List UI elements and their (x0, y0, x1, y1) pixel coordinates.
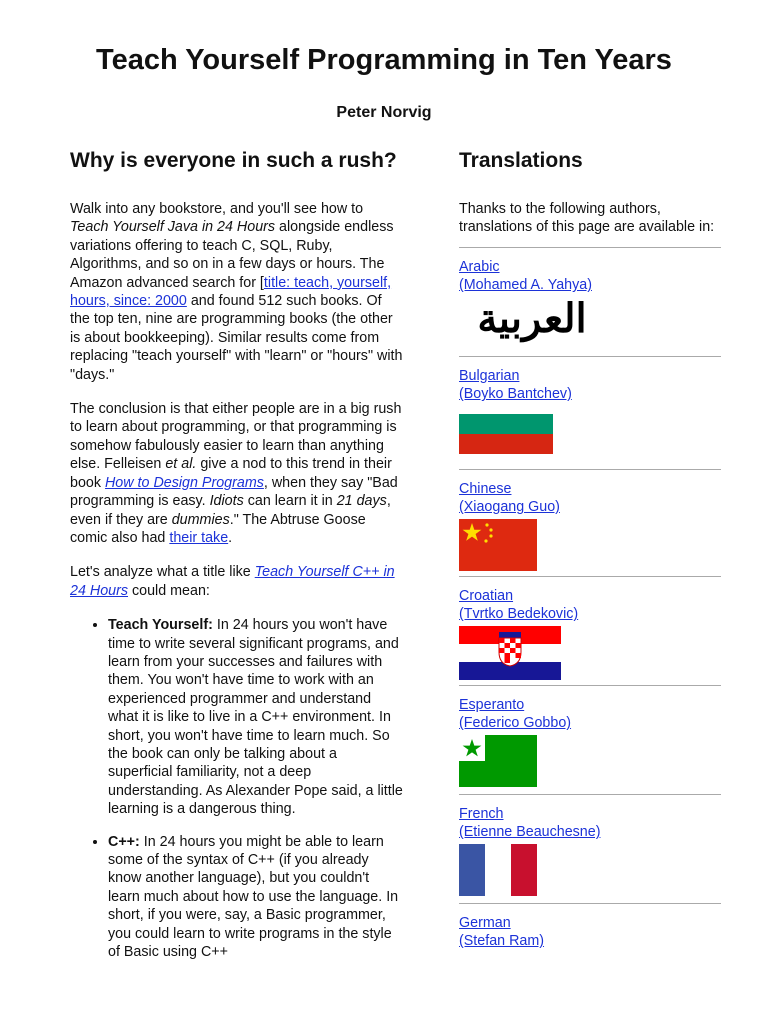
translations-intro: Thanks to the following authors, translations of this page are available in: (459, 201, 715, 236)
translation-german (459, 903, 721, 974)
translator-link-german[interactable]: (Stefan Ram) (459, 933, 545, 950)
bulgaria-flag-icon (459, 414, 553, 454)
abtruse-goose-link[interactable]: their take (169, 529, 229, 546)
translation-link-french[interactable]: French (459, 805, 504, 822)
france-flag-icon (459, 844, 537, 896)
page-title: Teach Yourself Programming in Ten Years (96, 44, 672, 76)
paragraph-bookstore: Walk into any bookstore, and you'll see how to Teach Yourself Java in 24 Hours alongside endless variations offering to teach C, SQL, Ruby, Algorithms, and so on in a few days or hours. The Amazon advanced search for [title: teach, yourself, hours, since: 2000 and found 512 such books. Of the top ten, nine are programming books (the other is about bookkeeping). Similar results come from replacing "teach yourself" with "learn" or "hours" with "days." (70, 201, 403, 383)
translation-link-chinese[interactable]: Chinese (459, 480, 512, 497)
translation-link-croatian[interactable]: Croatian (459, 587, 514, 604)
paragraph-conclusion: The conclusion is that either people are in a big rush to learn about programming, or that programming is somehow fabulously easier to learn than anything else. Felleisen et al. give a nod to this trend in their book How to Design Programs, when they say "Bad programming is easy. Idiots can learn it in 21 days, even if they are dummies." The Abtruse Goose comic also had their take. (70, 401, 402, 546)
esperanto-flag-icon (459, 735, 537, 787)
croatia-flag-icon (459, 626, 561, 680)
section-heading: Why is everyone in such a rush? (70, 149, 397, 172)
translator-link-arabic[interactable]: (Mohamed A. Yahya) (459, 277, 592, 294)
main-column (70, 148, 404, 975)
author-name: Peter Norvig (336, 104, 432, 121)
translation-link-esperanto[interactable]: Esperanto (459, 696, 525, 713)
translation-link-arabic[interactable]: Arabic (459, 258, 500, 275)
htdp-book-link[interactable]: How to Design Programs (104, 474, 264, 491)
arabic-script-logo: العربية (477, 294, 587, 342)
translation-bulgarian (459, 356, 721, 469)
translation-arabic (459, 247, 721, 356)
analysis-list (70, 616, 404, 961)
translations-heading: Translations (459, 149, 583, 172)
paragraph-analyze: Let's analyze what a title like Teach Yourself C++ in 24 Hours could mean: (70, 564, 395, 599)
translator-link-chinese[interactable]: (Xiaogang Guo) (459, 499, 560, 516)
amazon-search-link[interactable]: title: teach, yourself, hours, since: 2000 (70, 274, 392, 310)
teach-cpp-link[interactable]: Teach Yourself C++ in 24 Hours (70, 564, 395, 599)
translator-link-esperanto[interactable]: (Federico Gobbo) (459, 715, 572, 732)
translation-link-bulgarian[interactable]: Bulgarian (459, 367, 520, 384)
china-flag-icon (459, 519, 537, 571)
translation-link-german[interactable]: German (459, 914, 511, 931)
translation-chinese (459, 469, 721, 576)
list-item: • C++: In 24 hours you might be able to learn some of the syntax of C++ (if you already know another language), but you couldn't learn much about how to use the language. In short, if you were, say, a Basic programmer, you could learn to write programs in the style of Basic using C++ (108, 833, 404, 962)
translation-french (459, 794, 721, 903)
translator-link-bulgarian[interactable]: (Boyko Bantchev) (459, 386, 572, 403)
translation-esperanto (459, 685, 721, 794)
translations-sidebar (459, 148, 721, 974)
translator-link-croatian[interactable]: (Tvrtko Bedekovic) (459, 606, 579, 623)
translation-croatian (459, 576, 721, 685)
translator-link-french[interactable]: (Etienne Beauchesne) (459, 824, 601, 841)
list-item: • Teach Yourself: In 24 hours you won't have time to write several significant programs, and learn from your successes and failures with them. You won't have time to work with an experienced programmer and understand what it is like to live in a C++ environment. In short, you won't have time to learn much. So the book can only be talking about a superficial familiarity, not a deep understanding. As Alexander Pope said, a little learning is a dangerous thing. (108, 616, 404, 818)
